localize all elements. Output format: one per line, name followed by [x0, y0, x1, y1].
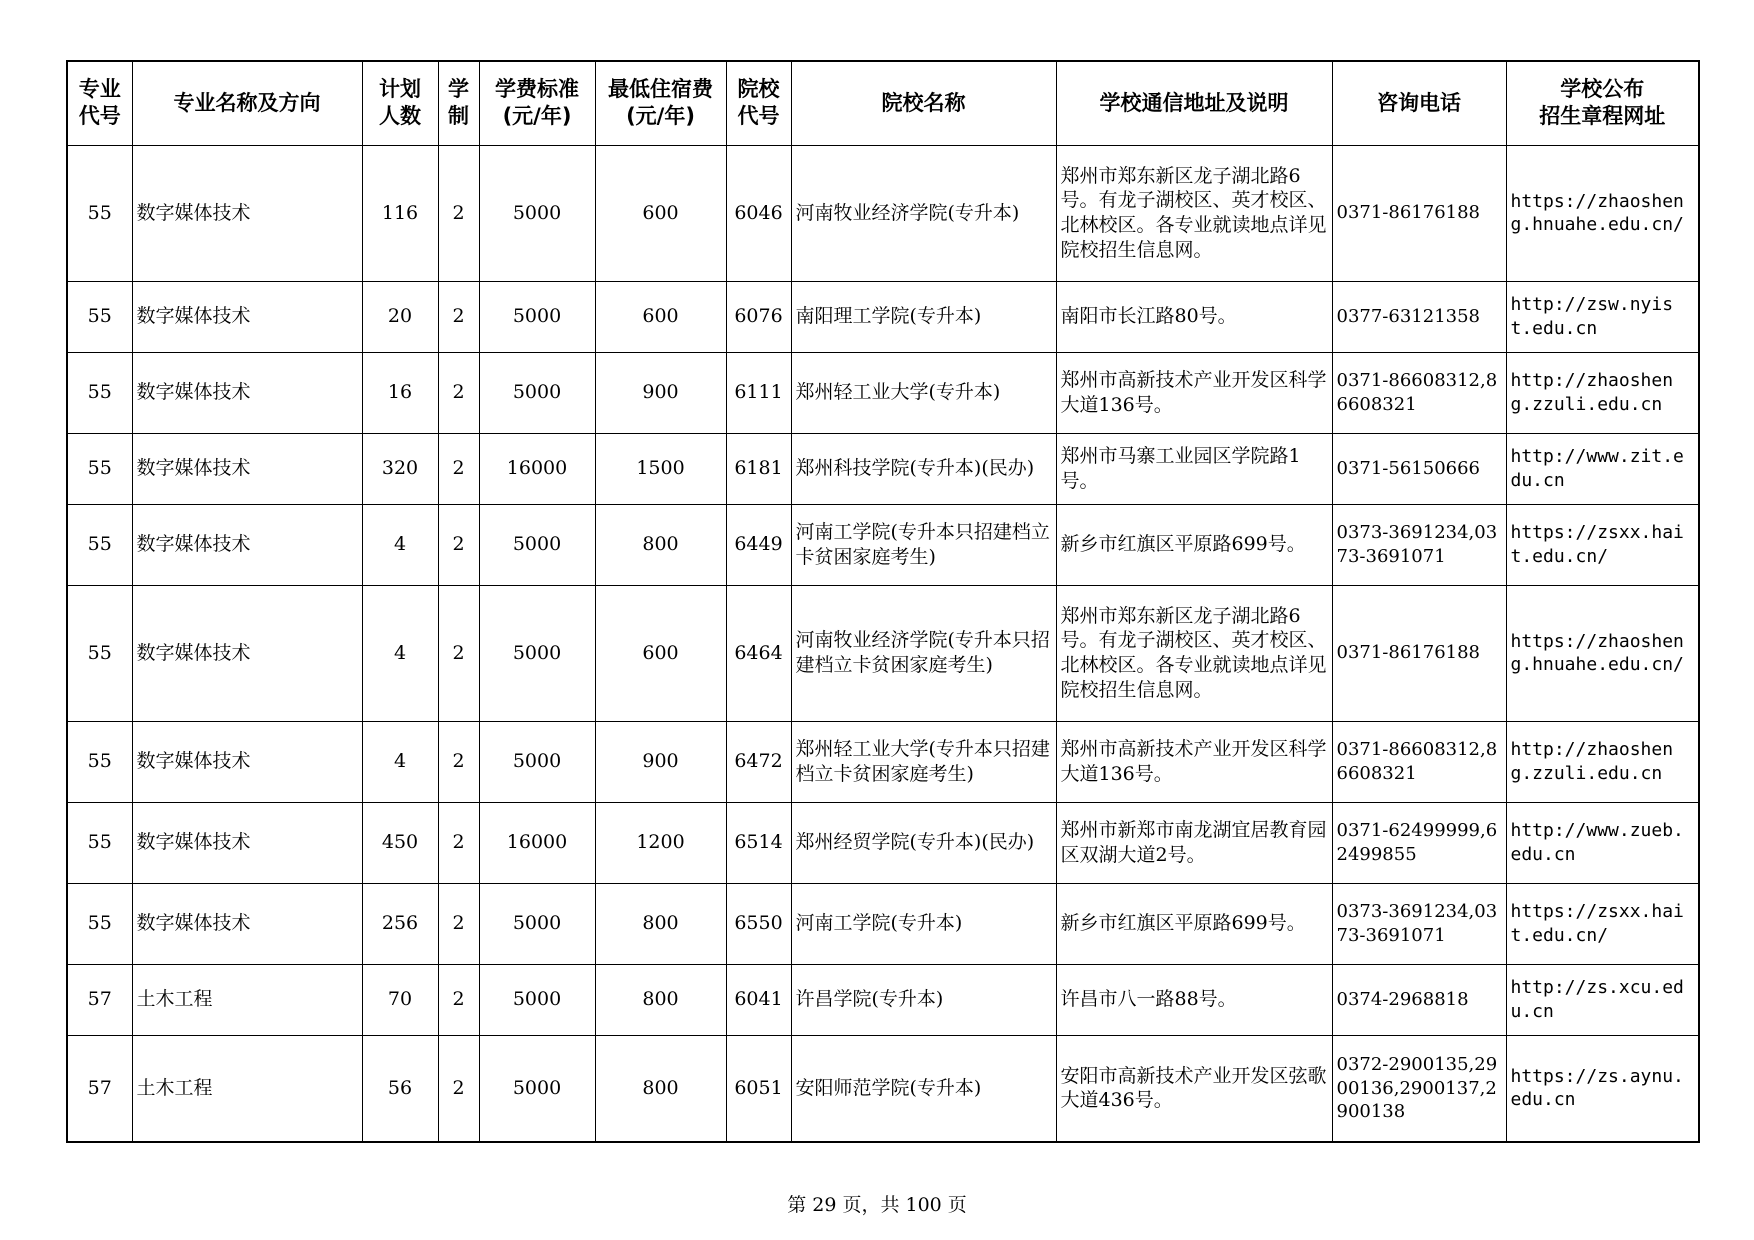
header-major-code: 专业 代号: [67, 61, 132, 145]
cell-dorm-fee: 800: [595, 1035, 726, 1142]
cell-tuition: 5000: [479, 145, 595, 281]
cell-major-code: 55: [67, 802, 132, 883]
cell-major-code: 55: [67, 352, 132, 433]
cell-school-name: 郑州经贸学院(专升本)(民办): [791, 802, 1056, 883]
header-website: 学校公布 招生章程网址: [1506, 61, 1699, 145]
cell-school-code: 6076: [726, 281, 791, 352]
cell-website[interactable]: https://zhaosheng.hnuahe.edu.cn/: [1506, 585, 1699, 721]
table-row: [67, 802, 1699, 883]
cell-tuition: 16000: [479, 802, 595, 883]
table-row: [67, 145, 1699, 281]
table-row: [67, 504, 1699, 585]
cell-address: 许昌市八一路88号。: [1056, 964, 1332, 1035]
header-address: 学校通信地址及说明: [1056, 61, 1332, 145]
cell-duration: 2: [438, 964, 479, 1035]
header-school-name: 院校名称: [791, 61, 1056, 145]
cell-duration: 2: [438, 145, 479, 281]
cell-dorm-fee: 1200: [595, 802, 726, 883]
cell-address: 郑州市马寨工业园区学院路1号。: [1056, 433, 1332, 504]
cell-school-code: 6514: [726, 802, 791, 883]
cell-school-name: 郑州轻工业大学(专升本只招建档立卡贫困家庭考生): [791, 721, 1056, 802]
cell-major-name: 数字媒体技术: [132, 433, 362, 504]
cell-address: 郑州市新郑市南龙湖宜居教育园区双湖大道2号。: [1056, 802, 1332, 883]
cell-phone: 0371-56150666: [1332, 433, 1506, 504]
table-row: [67, 1035, 1699, 1142]
cell-website[interactable]: http://www.zit.edu.cn: [1506, 433, 1699, 504]
cell-dorm-fee: 800: [595, 964, 726, 1035]
cell-school-name: 河南牧业经济学院(专升本): [791, 145, 1056, 281]
cell-address: 南阳市长江路80号。: [1056, 281, 1332, 352]
cell-website[interactable]: http://zhaosheng.zzuli.edu.cn: [1506, 721, 1699, 802]
cell-major-name: 数字媒体技术: [132, 721, 362, 802]
cell-website[interactable]: https://zsxx.hait.edu.cn/: [1506, 883, 1699, 964]
table-row: [67, 433, 1699, 504]
table-row: [67, 585, 1699, 721]
cell-dorm-fee: 600: [595, 145, 726, 281]
cell-dorm-fee: 1500: [595, 433, 726, 504]
cell-duration: 2: [438, 802, 479, 883]
cell-major-code: 55: [67, 585, 132, 721]
cell-school-name: 南阳理工学院(专升本): [791, 281, 1056, 352]
cell-duration: 2: [438, 585, 479, 721]
cell-major-name: 数字媒体技术: [132, 883, 362, 964]
header-phone: 咨询电话: [1332, 61, 1506, 145]
table-row: [67, 352, 1699, 433]
header-dorm-fee: 最低住宿费 (元/年): [595, 61, 726, 145]
header-plan-count: 计划 人数: [362, 61, 438, 145]
cell-website[interactable]: http://www.zueb.edu.cn: [1506, 802, 1699, 883]
cell-phone: 0374-2968818: [1332, 964, 1506, 1035]
cell-school-name: 安阳师范学院(专升本): [791, 1035, 1056, 1142]
cell-phone: 0377-63121358: [1332, 281, 1506, 352]
cell-school-code: 6472: [726, 721, 791, 802]
cell-plan-count: 256: [362, 883, 438, 964]
cell-school-name: 许昌学院(专升本): [791, 964, 1056, 1035]
cell-school-code: 6550: [726, 883, 791, 964]
header-school-code: 院校 代号: [726, 61, 791, 145]
cell-major-name: 数字媒体技术: [132, 802, 362, 883]
cell-plan-count: 4: [362, 585, 438, 721]
cell-phone: 0373-3691234,0373-3691071: [1332, 504, 1506, 585]
cell-address: 新乡市红旗区平原路699号。: [1056, 504, 1332, 585]
cell-website[interactable]: https://zsxx.hait.edu.cn/: [1506, 504, 1699, 585]
cell-tuition: 5000: [479, 281, 595, 352]
cell-address: 安阳市高新技术产业开发区弦歌大道436号。: [1056, 1035, 1332, 1142]
cell-phone: 0371-62499999,62499855: [1332, 802, 1506, 883]
cell-school-code: 6181: [726, 433, 791, 504]
cell-plan-count: 116: [362, 145, 438, 281]
cell-tuition: 5000: [479, 585, 595, 721]
cell-plan-count: 56: [362, 1035, 438, 1142]
cell-school-code: 6449: [726, 504, 791, 585]
cell-major-name: 数字媒体技术: [132, 145, 362, 281]
cell-tuition: 5000: [479, 352, 595, 433]
cell-phone: 0371-86176188: [1332, 145, 1506, 281]
cell-plan-count: 4: [362, 721, 438, 802]
cell-plan-count: 16: [362, 352, 438, 433]
cell-school-code: 6111: [726, 352, 791, 433]
cell-phone: 0372-2900135,2900136,2900137,2900138: [1332, 1035, 1506, 1142]
cell-major-name: 土木工程: [132, 964, 362, 1035]
cell-major-code: 57: [67, 1035, 132, 1142]
cell-website[interactable]: https://zhaosheng.hnuahe.edu.cn/: [1506, 145, 1699, 281]
table-row: [67, 281, 1699, 352]
page-footer: 第 29 页，共 100 页: [787, 1194, 967, 1216]
cell-tuition: 5000: [479, 964, 595, 1035]
cell-address: 郑州市高新技术产业开发区科学大道136号。: [1056, 721, 1332, 802]
header-major-name: 专业名称及方向: [132, 61, 362, 145]
header-tuition: 学费标准 (元/年): [479, 61, 595, 145]
cell-phone: 0371-86608312,86608321: [1332, 352, 1506, 433]
cell-dorm-fee: 800: [595, 883, 726, 964]
cell-school-name: 河南工学院(专升本): [791, 883, 1056, 964]
cell-tuition: 16000: [479, 433, 595, 504]
cell-phone: 0371-86176188: [1332, 585, 1506, 721]
cell-address: 郑州市郑东新区龙子湖北路6号。有龙子湖校区、英才校区、北林校区。各专业就读地点详见院校招生信息网。: [1056, 585, 1332, 721]
cell-school-name: 河南工学院(专升本只招建档立卡贫困家庭考生): [791, 504, 1056, 585]
cell-plan-count: 320: [362, 433, 438, 504]
cell-phone: 0371-86608312,86608321: [1332, 721, 1506, 802]
cell-major-code: 55: [67, 433, 132, 504]
cell-major-code: 55: [67, 145, 132, 281]
cell-duration: 2: [438, 883, 479, 964]
cell-tuition: 5000: [479, 721, 595, 802]
cell-dorm-fee: 900: [595, 352, 726, 433]
cell-dorm-fee: 600: [595, 585, 726, 721]
table-row: [67, 883, 1699, 964]
cell-website[interactable]: http://zs.xcu.edu.cn: [1506, 964, 1699, 1035]
cell-address: 郑州市高新技术产业开发区科学大道136号。: [1056, 352, 1332, 433]
header-duration: 学 制: [438, 61, 479, 145]
cell-duration: 2: [438, 433, 479, 504]
cell-website[interactable]: http://zsw.nyist.edu.cn: [1506, 281, 1699, 352]
cell-address: 新乡市红旗区平原路699号。: [1056, 883, 1332, 964]
table-row: [67, 721, 1699, 802]
cell-duration: 2: [438, 352, 479, 433]
table-row: [67, 964, 1699, 1035]
cell-website[interactable]: http://zhaosheng.zzuli.edu.cn: [1506, 352, 1699, 433]
cell-major-code: 55: [67, 721, 132, 802]
cell-major-name: 数字媒体技术: [132, 352, 362, 433]
cell-dorm-fee: 600: [595, 281, 726, 352]
cell-duration: 2: [438, 504, 479, 585]
cell-plan-count: 4: [362, 504, 438, 585]
cell-school-name: 郑州轻工业大学(专升本): [791, 352, 1056, 433]
cell-plan-count: 70: [362, 964, 438, 1035]
cell-school-name: 河南牧业经济学院(专升本只招建档立卡贫困家庭考生): [791, 585, 1056, 721]
cell-school-code: 6041: [726, 964, 791, 1035]
cell-major-name: 数字媒体技术: [132, 585, 362, 721]
cell-tuition: 5000: [479, 1035, 595, 1142]
cell-major-name: 数字媒体技术: [132, 281, 362, 352]
cell-duration: 2: [438, 721, 479, 802]
cell-duration: 2: [438, 1035, 479, 1142]
cell-major-code: 55: [67, 281, 132, 352]
cell-duration: 2: [438, 281, 479, 352]
cell-major-code: 55: [67, 883, 132, 964]
cell-school-name: 郑州科技学院(专升本)(民办): [791, 433, 1056, 504]
cell-major-name: 土木工程: [132, 1035, 362, 1142]
cell-major-code: 55: [67, 504, 132, 585]
cell-dorm-fee: 800: [595, 504, 726, 585]
cell-phone: 0373-3691234,0373-3691071: [1332, 883, 1506, 964]
cell-tuition: 5000: [479, 504, 595, 585]
cell-major-code: 57: [67, 964, 132, 1035]
cell-website[interactable]: https://zs.aynu.edu.cn: [1506, 1035, 1699, 1142]
cell-plan-count: 450: [362, 802, 438, 883]
header-row: [67, 61, 1699, 145]
cell-school-code: 6046: [726, 145, 791, 281]
cell-dorm-fee: 900: [595, 721, 726, 802]
cell-address: 郑州市郑东新区龙子湖北路6号。有龙子湖校区、英才校区、北林校区。各专业就读地点详见院校招生信息网。: [1056, 145, 1332, 281]
cell-major-name: 数字媒体技术: [132, 504, 362, 585]
cell-tuition: 5000: [479, 883, 595, 964]
cell-school-code: 6464: [726, 585, 791, 721]
cell-plan-count: 20: [362, 281, 438, 352]
enrollment-table: [66, 60, 1700, 1143]
cell-school-code: 6051: [726, 1035, 791, 1142]
